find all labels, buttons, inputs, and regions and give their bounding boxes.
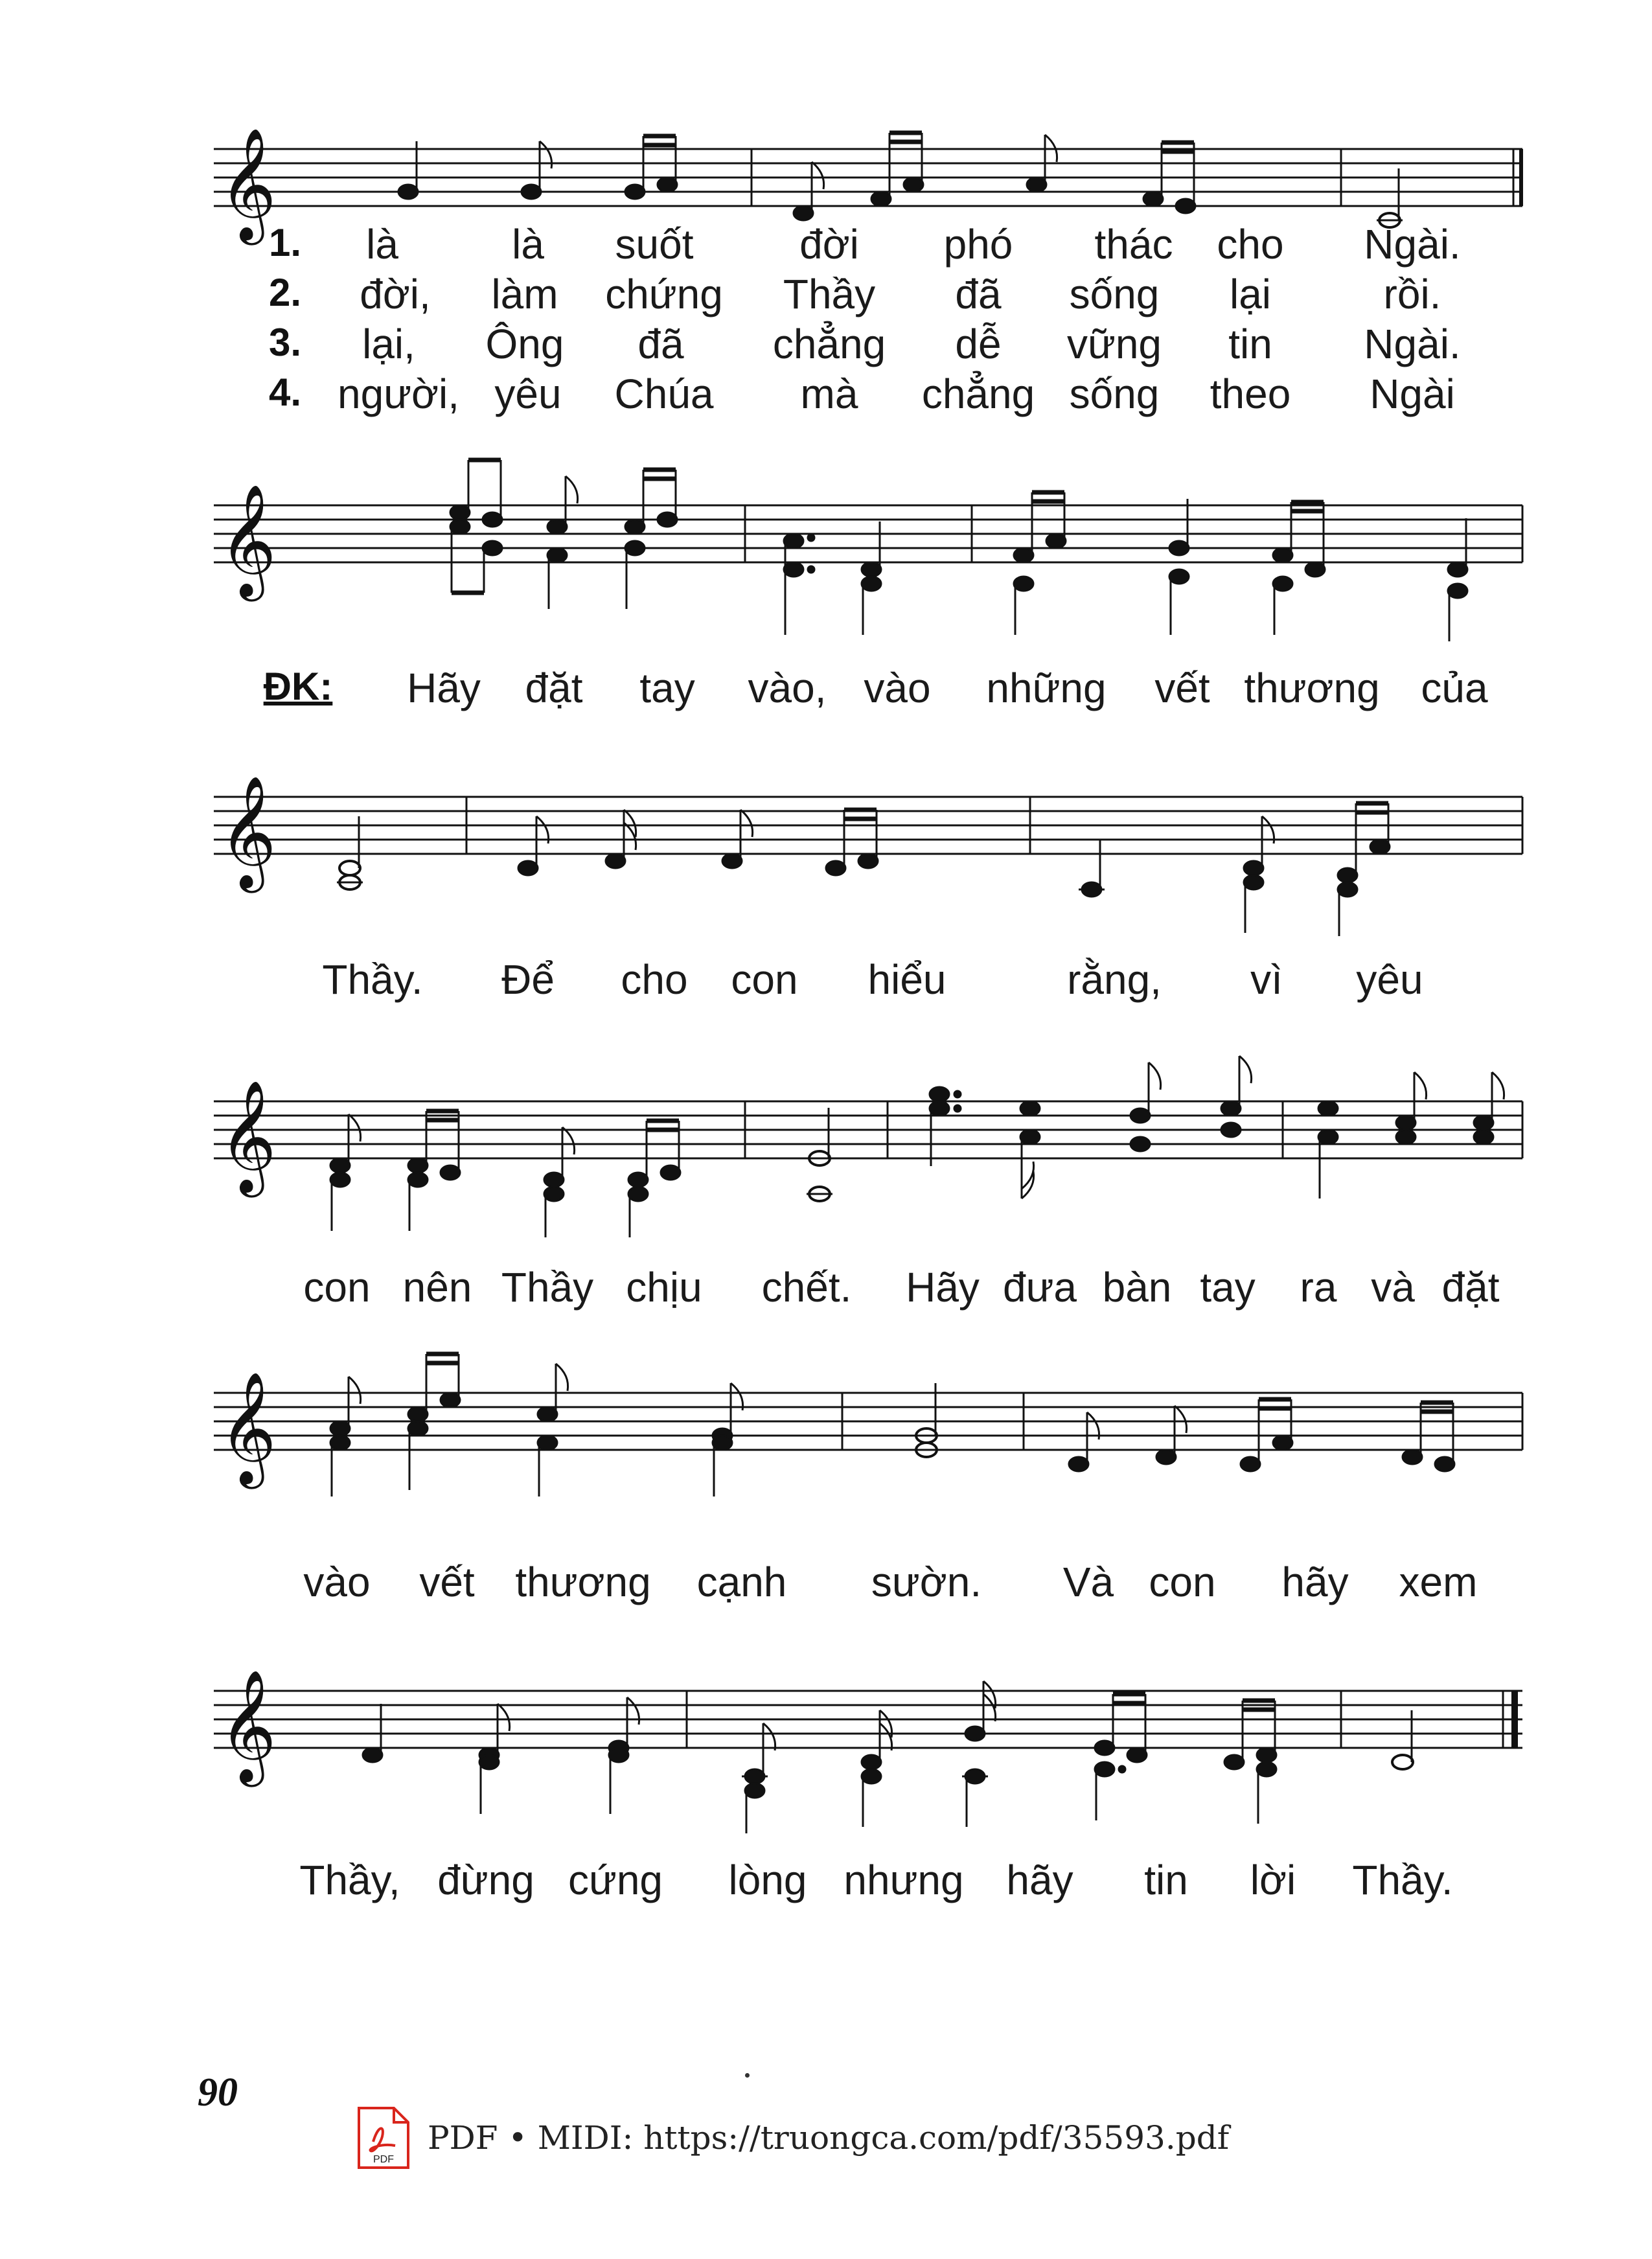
lyric-word: tin (1144, 1857, 1188, 1903)
footer-link-text[interactable]: PDF • MIDI: https://truongca.com/pdf/35593.pdf (428, 2119, 1230, 2157)
lyric-word: cho (621, 956, 688, 1003)
lyric-word: đã (955, 271, 1002, 317)
verse-number: 2. (268, 271, 302, 314)
lyric-word: con (1149, 1559, 1216, 1605)
lyric-word: lòng (728, 1857, 807, 1903)
lyric-word: là (512, 221, 544, 268)
lyric-word: sống (1069, 271, 1160, 317)
staff-system-refrain-4 (0, 1328, 1652, 1626)
lyric-word: phó (943, 221, 1013, 268)
lyric-word: Thầy. (322, 956, 423, 1003)
lyric-word: Hãy (407, 665, 481, 711)
verse-number: 4. (268, 371, 302, 414)
lyric-word: Thầy. (1352, 1857, 1453, 1903)
staff-system-refrain-3 (0, 1037, 1652, 1335)
lyric-word: sườn. (871, 1559, 982, 1605)
lyric-word: đừng (437, 1857, 534, 1903)
lyric-word: Ngài (1370, 371, 1455, 417)
music-staff (0, 1328, 1652, 1542)
lyric-row (0, 1856, 1652, 1908)
staff-system-refrain-5 (0, 1626, 1652, 1924)
music-staff (0, 441, 1652, 654)
lyric-word: tay (1200, 1264, 1256, 1311)
lyric-word: yêu (494, 371, 562, 417)
lyric-word: Hãy (906, 1264, 980, 1311)
lyric-word: Thầy, (299, 1857, 400, 1903)
lyric-word: hãy (1281, 1559, 1349, 1605)
lyric-word: những (986, 665, 1107, 711)
lyric-word: lại, (362, 321, 415, 367)
lyric-word: người, (338, 371, 459, 417)
lyric-word: Để (501, 956, 555, 1003)
lyric-word: Ngài. (1364, 221, 1461, 268)
treble-clef-icon: 𝄞 (219, 484, 277, 597)
lyric-word: đặt (1441, 1264, 1500, 1311)
lyric-word: Thầy (783, 271, 876, 317)
staff-system-refrain-1 (0, 441, 1652, 726)
treble-clef-icon: 𝄞 (219, 1669, 277, 1782)
lyric-word: cạnh (696, 1559, 787, 1605)
lyric-word: chẳng (772, 321, 886, 367)
lyric-word: đã (637, 321, 684, 367)
lyric-word: con (303, 1264, 371, 1311)
lyric-word: đời (799, 221, 859, 268)
lyric-word: chết. (761, 1264, 852, 1311)
lyric-word: thương (1244, 665, 1380, 711)
lyric-word: nhưng (843, 1857, 964, 1903)
verse-row (0, 320, 1652, 372)
lyric-word: đưa (1002, 1264, 1077, 1311)
lyric-word: hãy (1006, 1857, 1073, 1903)
lyric-word: theo (1210, 371, 1291, 417)
lyric-word: của (1421, 665, 1488, 711)
lyric-word: rồi. (1383, 271, 1441, 317)
verse-number: 1. (268, 221, 302, 264)
lyric-word: vết (419, 1559, 475, 1605)
lyric-word: suốt (615, 221, 694, 268)
lyric-word: lại (1229, 271, 1272, 317)
lyric-word: hiểu (867, 956, 946, 1003)
verse-row (0, 270, 1652, 322)
treble-clef-icon: 𝄞 (219, 128, 277, 240)
scan-speck (745, 2073, 750, 2078)
lyric-word: sống (1069, 371, 1160, 417)
refrain-label: ĐK: (263, 665, 333, 708)
lyric-word: nên (402, 1264, 472, 1311)
lyric-word: xem (1399, 1559, 1478, 1605)
staff-system-verses (0, 71, 1652, 434)
lyric-word: Thầy (501, 1264, 594, 1311)
treble-clef-icon: 𝄞 (219, 1371, 277, 1484)
lyric-row (0, 956, 1652, 1007)
treble-clef-icon: 𝄞 (219, 775, 277, 888)
verse-row (0, 220, 1652, 272)
lyric-word: chứng (605, 271, 723, 317)
lyric-word: dễ (955, 321, 1002, 367)
lyric-word: con (731, 956, 798, 1003)
lyric-word: làm (491, 271, 558, 317)
music-staff (0, 732, 1652, 946)
lyric-row (0, 1263, 1652, 1315)
staff-system-refrain-2 (0, 732, 1652, 1024)
lyric-word: cho (1217, 221, 1284, 268)
verse-row (0, 370, 1652, 422)
lyric-word: lời (1250, 1857, 1296, 1903)
lyric-word: yêu (1356, 956, 1423, 1003)
lyric-word: tin (1228, 321, 1272, 367)
pdf-file-icon (356, 2105, 411, 2170)
lyric-word: thương (515, 1559, 651, 1605)
lyric-word: và (1371, 1264, 1415, 1311)
lyric-word: vững (1066, 321, 1162, 367)
lyric-word: cứng (568, 1857, 663, 1903)
footer-download-link[interactable] (356, 2105, 1229, 2170)
lyric-word: vào (864, 665, 931, 711)
music-staff (0, 1626, 1652, 1840)
lyric-word: là (366, 221, 398, 268)
lyric-word: Và (1062, 1559, 1114, 1605)
lyric-word: chịu (626, 1264, 702, 1311)
lyric-word: Ông (485, 321, 564, 367)
lyric-word: vào, (748, 665, 827, 711)
lyric-word: rằng, (1067, 956, 1162, 1003)
lyric-word: Chúa (614, 371, 714, 417)
music-staff (0, 1037, 1652, 1250)
lyric-row (0, 664, 1652, 716)
lyric-word: bàn (1102, 1264, 1172, 1311)
lyric-word: vết (1154, 665, 1210, 711)
lyric-word: đời, (360, 271, 431, 317)
page-number: 90 (198, 2070, 238, 2115)
lyric-word: mà (800, 371, 858, 417)
lyric-word: tay (639, 665, 695, 711)
verse-number: 3. (268, 321, 302, 364)
lyric-word: đặt (525, 665, 583, 711)
lyric-word: thác (1094, 221, 1173, 268)
lyric-word: vì (1250, 956, 1283, 1003)
svg-text:PDF: PDF (373, 2154, 394, 2165)
lyric-word: chẳng (921, 371, 1035, 417)
lyric-word: vào (303, 1559, 371, 1605)
treble-clef-icon: 𝄞 (219, 1080, 277, 1193)
lyric-word: Ngài. (1364, 321, 1461, 367)
lyric-row (0, 1558, 1652, 1610)
lyric-word: ra (1300, 1264, 1337, 1311)
